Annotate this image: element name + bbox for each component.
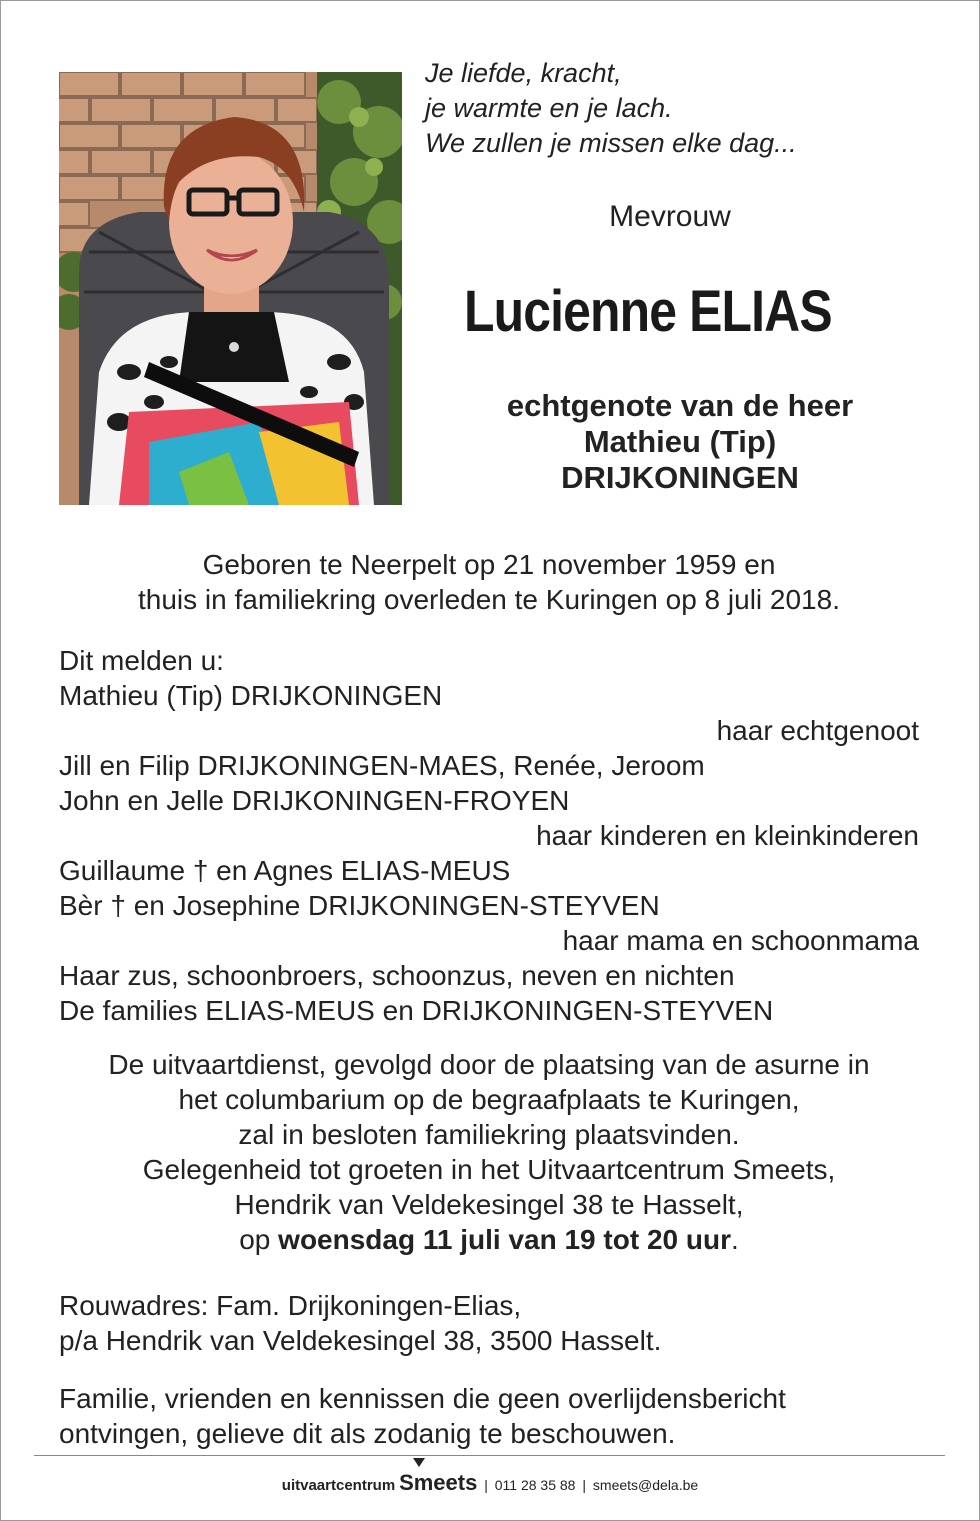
- visitation-line: [59, 1222, 919, 1257]
- deceased-name: Lucienne ELIAS: [464, 279, 832, 344]
- poem-line: je warmte en je lach.: [425, 93, 673, 123]
- service-line: Hendrik van Veldekesingel 38 te Hasselt,: [234, 1189, 744, 1220]
- honorific: Mevrouw: [609, 200, 731, 233]
- poem-line: Je liefde, kracht,: [425, 58, 622, 88]
- spouse-line: DRIJKONINGEN: [561, 460, 799, 495]
- address-line: Rouwadres: Fam. Drijkoningen-Elias,: [59, 1290, 522, 1321]
- service-line: het columbarium op de begraafplaats te Kuringen,: [178, 1084, 800, 1115]
- phone: 011 28 35 88: [494, 1477, 576, 1493]
- separator: |: [484, 1477, 488, 1493]
- family-name-line: John en Jelle DRIJKONINGEN-FROYEN: [59, 785, 570, 816]
- poem-line: We zullen je missen elke dag...: [425, 128, 797, 158]
- portrait-photo: [59, 72, 402, 505]
- family-name-line: Bèr † en Josephine DRIJKONINGEN-STEYVEN: [59, 890, 660, 921]
- spouse-line: Mathieu (Tip): [583, 424, 777, 459]
- family-name-line: Mathieu (Tip) DRIJKONINGEN: [59, 680, 443, 711]
- funeral-service-info: [59, 1047, 919, 1257]
- separator: |: [582, 1477, 587, 1493]
- service-line: zal in besloten familiekring plaatsvinden.: [238, 1119, 740, 1150]
- mourning-address: [59, 1288, 919, 1358]
- announcement-list: [59, 643, 919, 1028]
- closing-line: ontvingen, gelieve dit als zodanig te beschouwen.: [59, 1418, 676, 1449]
- poem: [425, 56, 925, 161]
- service-line: De uitvaartdienst, gevolgd door de plaatsing van de asurne in: [108, 1049, 870, 1080]
- brand-big: Smeets: [399, 1470, 478, 1495]
- announcement-intro: Dit melden u:: [59, 645, 224, 676]
- birth-death-info: [59, 547, 919, 617]
- family-extra-line: Haar zus, schoonbroers, schoonzus, neven en nichten: [59, 960, 735, 991]
- closing-note: [59, 1381, 919, 1451]
- family-extra-line: De families ELIAS-MEUS en DRIJKONINGEN-STEYVEN: [59, 995, 774, 1026]
- death-line: thuis in familiekring overleden te Kuringen op 8 juli 2018.: [138, 584, 840, 615]
- brand-logo: [399, 1470, 477, 1495]
- email[interactable]: smeets@dela.be: [592, 1477, 699, 1493]
- footer-divider: [34, 1455, 945, 1456]
- spouse-line: echtgenote van de heer: [506, 388, 854, 423]
- family-name-line: Guillaume † en Agnes ELIAS-MEUS: [59, 855, 511, 886]
- birth-line: Geboren te Neerpelt op 21 november 1959 en: [202, 549, 776, 580]
- visitation-prefix: op: [239, 1224, 279, 1255]
- family-name-line: Jill en Filip DRIJKONINGEN-MAES, Renée, Jeroom: [59, 750, 705, 781]
- closing-line: Familie, vrienden en kennissen die geen overlijdensbericht: [59, 1383, 786, 1414]
- family-relation: haar kinderen en kleinkinderen: [536, 820, 919, 851]
- family-relation: haar echtgenoot: [716, 715, 919, 746]
- brand-small: uitvaartcentrum: [281, 1477, 396, 1494]
- spouse-info: [420, 388, 940, 496]
- visitation-time: woensdag 11 juli van 19 tot 20 uur: [278, 1224, 731, 1255]
- brand-triangle-icon: [413, 1458, 425, 1467]
- address-line: p/a Hendrik van Veldekesingel 38, 3500 Hasselt.: [59, 1325, 662, 1356]
- visitation-suffix: .: [730, 1224, 739, 1255]
- footer: [0, 1470, 980, 1496]
- service-line: Gelegenheid tot groeten in het Uitvaartcentrum Smeets,: [142, 1154, 836, 1185]
- family-relation: haar mama en schoonmama: [562, 925, 919, 956]
